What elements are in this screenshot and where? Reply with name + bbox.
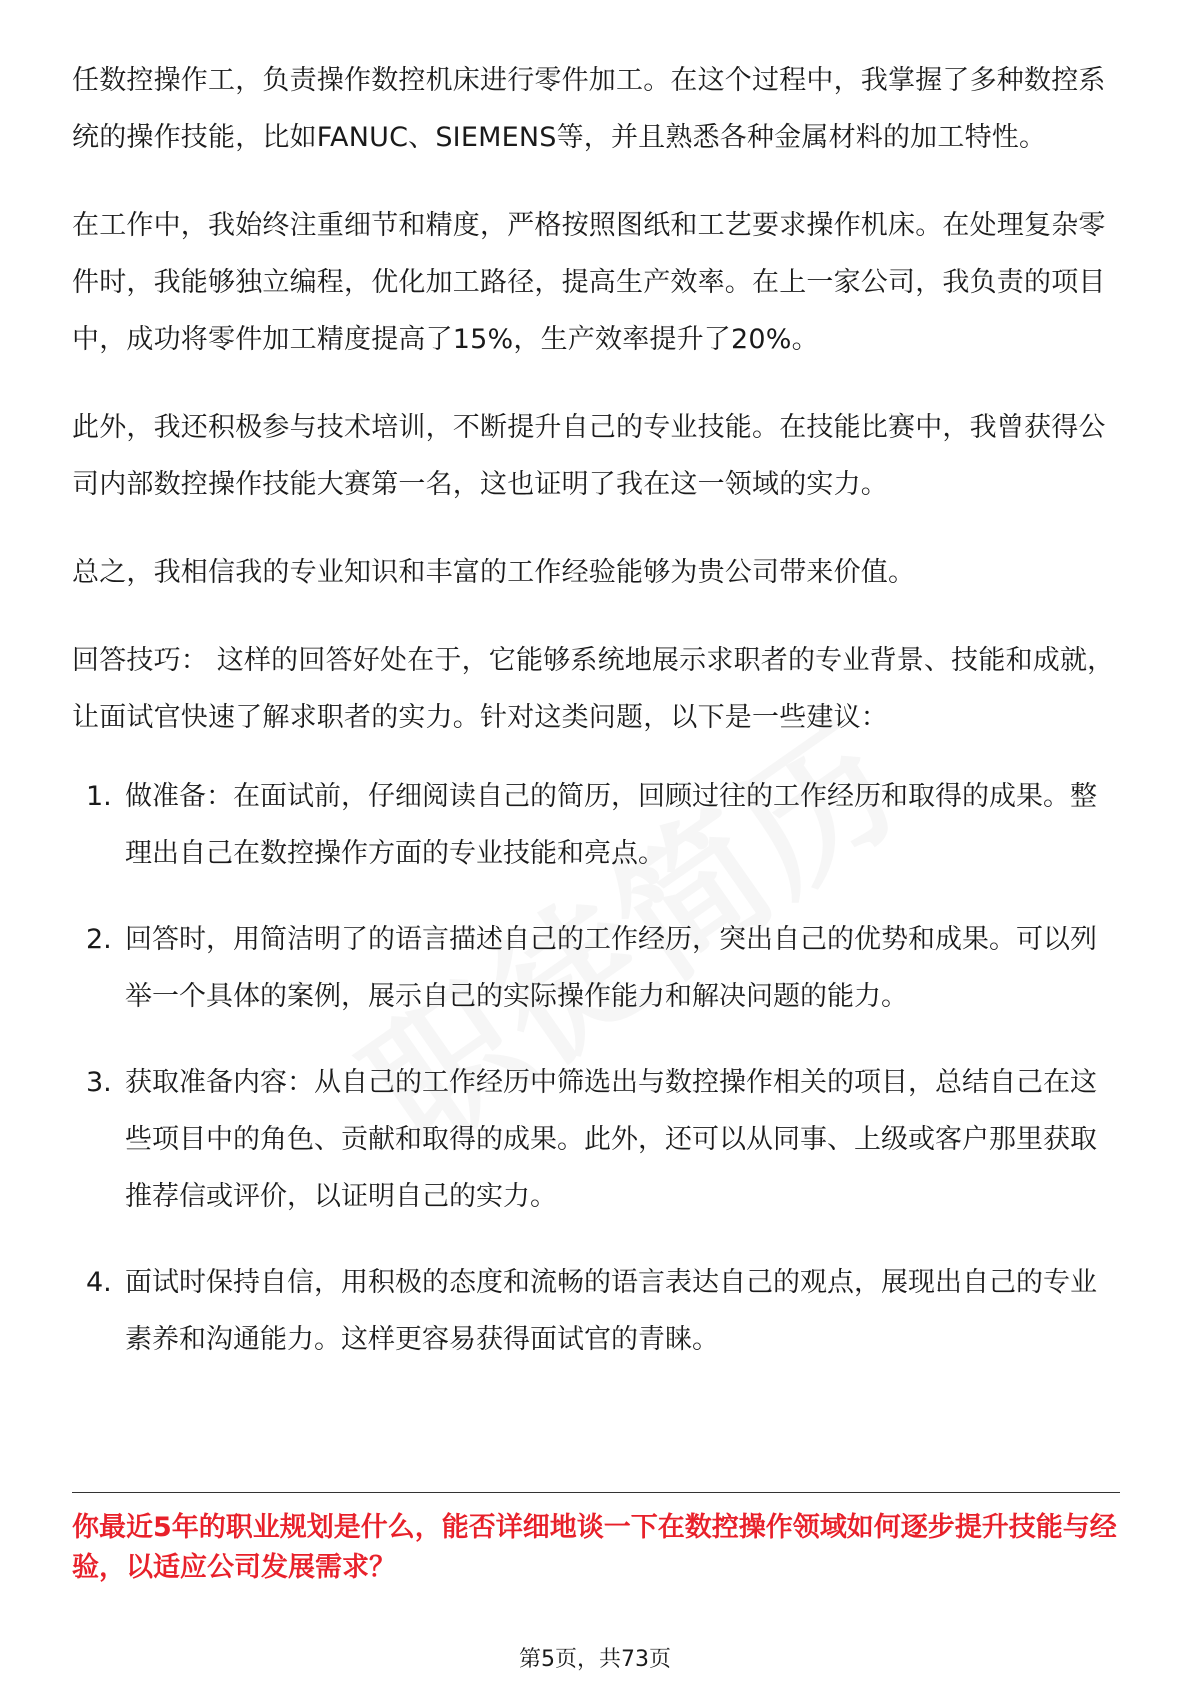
answer-paragraph-3: 此外，我还积极参与技术培训，不断提升自己的专业技能。在技能比赛中，我曾获得公司内部数控操作技能大赛第一名，这也证明了我在这一领域的实力。: [72, 412, 1106, 500]
answer-paragraph-4: 总之，我相信我的专业知识和丰富的工作经验能够为贵公司带来价值。: [72, 557, 916, 588]
tip-number: 2.: [86, 924, 112, 955]
tip-item-3: [72, 1054, 1120, 1225]
tip-text: 做准备：在面试前，仔细阅读自己的简历，回顾过往的工作经历和取得的成果。整理出自己在数控操作方面的专业技能和亮点。: [125, 781, 1097, 869]
tip-number: 3.: [86, 1067, 112, 1098]
tip-item-4: [72, 1254, 1120, 1368]
next-question-heading: 你最近5年的职业规划是什么，能否详细地谈一下在数控操作领域如何逐步提升技能与经验，以适应公司发展需求？: [72, 1512, 1117, 1583]
tip-number: 1.: [86, 781, 112, 812]
answer-content: [72, 52, 1120, 1397]
tip-text: 获取准备内容：从自己的工作经历中筛选出与数控操作相关的项目，总结自己在这些项目中的角色、贡献和取得的成果。此外，还可以从同事、上级或客户那里获取推荐信或评价，以证明自己的实力。: [125, 1067, 1097, 1212]
page-footer: 第5页，共73页: [519, 1647, 671, 1672]
tip-item-1: [72, 768, 1120, 882]
tip-number: 4.: [86, 1267, 112, 1298]
tip-text: 回答时，用简洁明了的语言描述自己的工作经历，突出自己的优势和成果。可以列举一个具体的案例，展示自己的实际操作能力和解决问题的能力。: [125, 924, 1097, 1012]
answer-tips-intro: 回答技巧： 这样的回答好处在于，它能够系统地展示求职者的专业背景、技能和成就，让面试官快速了解求职者的实力。针对这类问题，以下是一些建议：: [72, 645, 1115, 733]
tip-text: 面试时保持自信，用积极的态度和流畅的语言表达自己的观点，展现出自己的专业素养和沟通能力。这样更容易获得面试官的青睐。: [125, 1267, 1097, 1355]
tips-list: [72, 768, 1120, 1368]
section-divider: [72, 1492, 1120, 1493]
answer-paragraph-2: 在工作中，我始终注重细节和精度，严格按照图纸和工艺要求操作机床。在处理复杂零件时，我能够独立编程，优化加工路径，提高生产效率。在上一家公司，我负责的项目中，成功将零件加工精度提高了15%，生产效率提升了20%。: [72, 210, 1106, 355]
answer-paragraph-1: 任数控操作工，负责操作数控机床进行零件加工。在这个过程中，我掌握了多种数控系统的操作技能，比如FANUC、SIEMENS等，并且熟悉各种金属材料的加工特性。: [72, 65, 1106, 153]
tip-item-2: [72, 911, 1120, 1025]
